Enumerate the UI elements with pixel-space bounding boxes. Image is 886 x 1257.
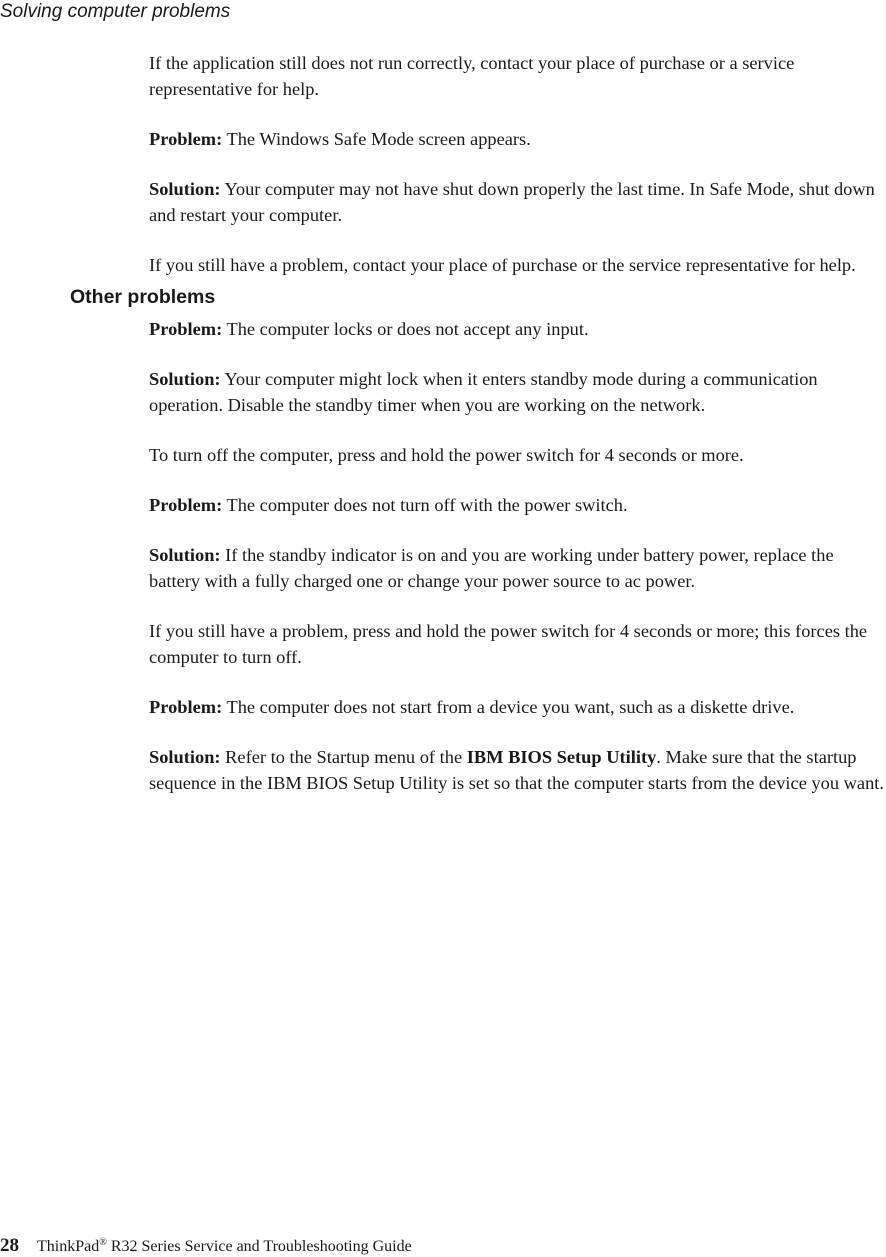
problem-text: The Windows Safe Mode screen appears. — [222, 129, 531, 149]
footer-brand: ThinkPad — [37, 1238, 100, 1255]
registered-mark: ® — [99, 1237, 107, 1248]
problem-label: Problem: — [149, 697, 223, 717]
page-content — [70, 50, 886, 820]
solution-text-after: . Make sure that the startup sequence in the IBM BIOS Setup Utility is set so that the computer starts from the device you want. — [149, 747, 884, 793]
solution-label: Solution: — [149, 179, 221, 199]
contact-text: If you still have a problem, contact your place of purchase or the service representative for help. — [149, 255, 856, 275]
solution-safe-mode — [149, 176, 886, 228]
problem-locks — [149, 316, 886, 342]
contact-paragraph — [149, 252, 886, 278]
problem-text: The computer does not start from a device you want, such as a diskette drive. — [222, 697, 795, 717]
page-footer — [0, 1235, 412, 1257]
page-number: 28 — [0, 1235, 19, 1256]
problem-safe-mode — [149, 126, 886, 152]
note-turn-off — [149, 442, 886, 468]
solution-locks — [149, 366, 886, 418]
note-text: To turn off the computer, press and hold the power switch for 4 seconds or more. — [149, 445, 744, 465]
note-text: If you still have a problem, press and hold the power switch for 4 seconds or more; this forces the computer to turn off. — [149, 621, 868, 667]
problem-power-switch — [149, 492, 886, 518]
solution-startup-device — [149, 744, 886, 796]
problem-label: Problem: — [149, 319, 223, 339]
intro-text: If the application still does not run correctly, contact your place of purchase or a service representative for help. — [149, 53, 795, 99]
problem-label: Problem: — [149, 495, 223, 515]
section-heading-other-problems: Other problems — [70, 286, 216, 308]
solution-text: Your computer may not have shut down properly the last time. In Safe Mode, shut down and restart your computer. — [149, 179, 875, 225]
footer-title-rest: R32 Series Service and Troubleshooting Guide — [106, 1238, 412, 1255]
solution-power-switch — [149, 542, 886, 594]
bios-setup-utility-term: IBM BIOS Setup Utility — [466, 747, 657, 767]
solution-label: Solution: — [149, 747, 221, 767]
problem-text: The computer does not turn off with the power switch. — [222, 495, 628, 515]
problem-label: Problem: — [149, 129, 223, 149]
solution-text: Your computer might lock when it enters standby mode during a communication operation. Disable the standby timer when you are working on the network. — [149, 369, 818, 415]
solution-text-before: Refer to the Startup menu of the — [220, 747, 467, 767]
problem-startup-device — [149, 694, 886, 720]
solution-label: Solution: — [149, 545, 221, 565]
solution-text: If the standby indicator is on and you are working under battery power, replace the battery with a fully charged one or change your power source to ac power. — [149, 545, 834, 591]
running-header: Solving computer problems — [0, 1, 231, 22]
solution-label: Solution: — [149, 369, 221, 389]
footer-title — [37, 1238, 412, 1255]
note-force-off — [149, 618, 886, 670]
intro-paragraph — [149, 50, 886, 102]
problem-text: The computer locks or does not accept any input. — [222, 319, 589, 339]
